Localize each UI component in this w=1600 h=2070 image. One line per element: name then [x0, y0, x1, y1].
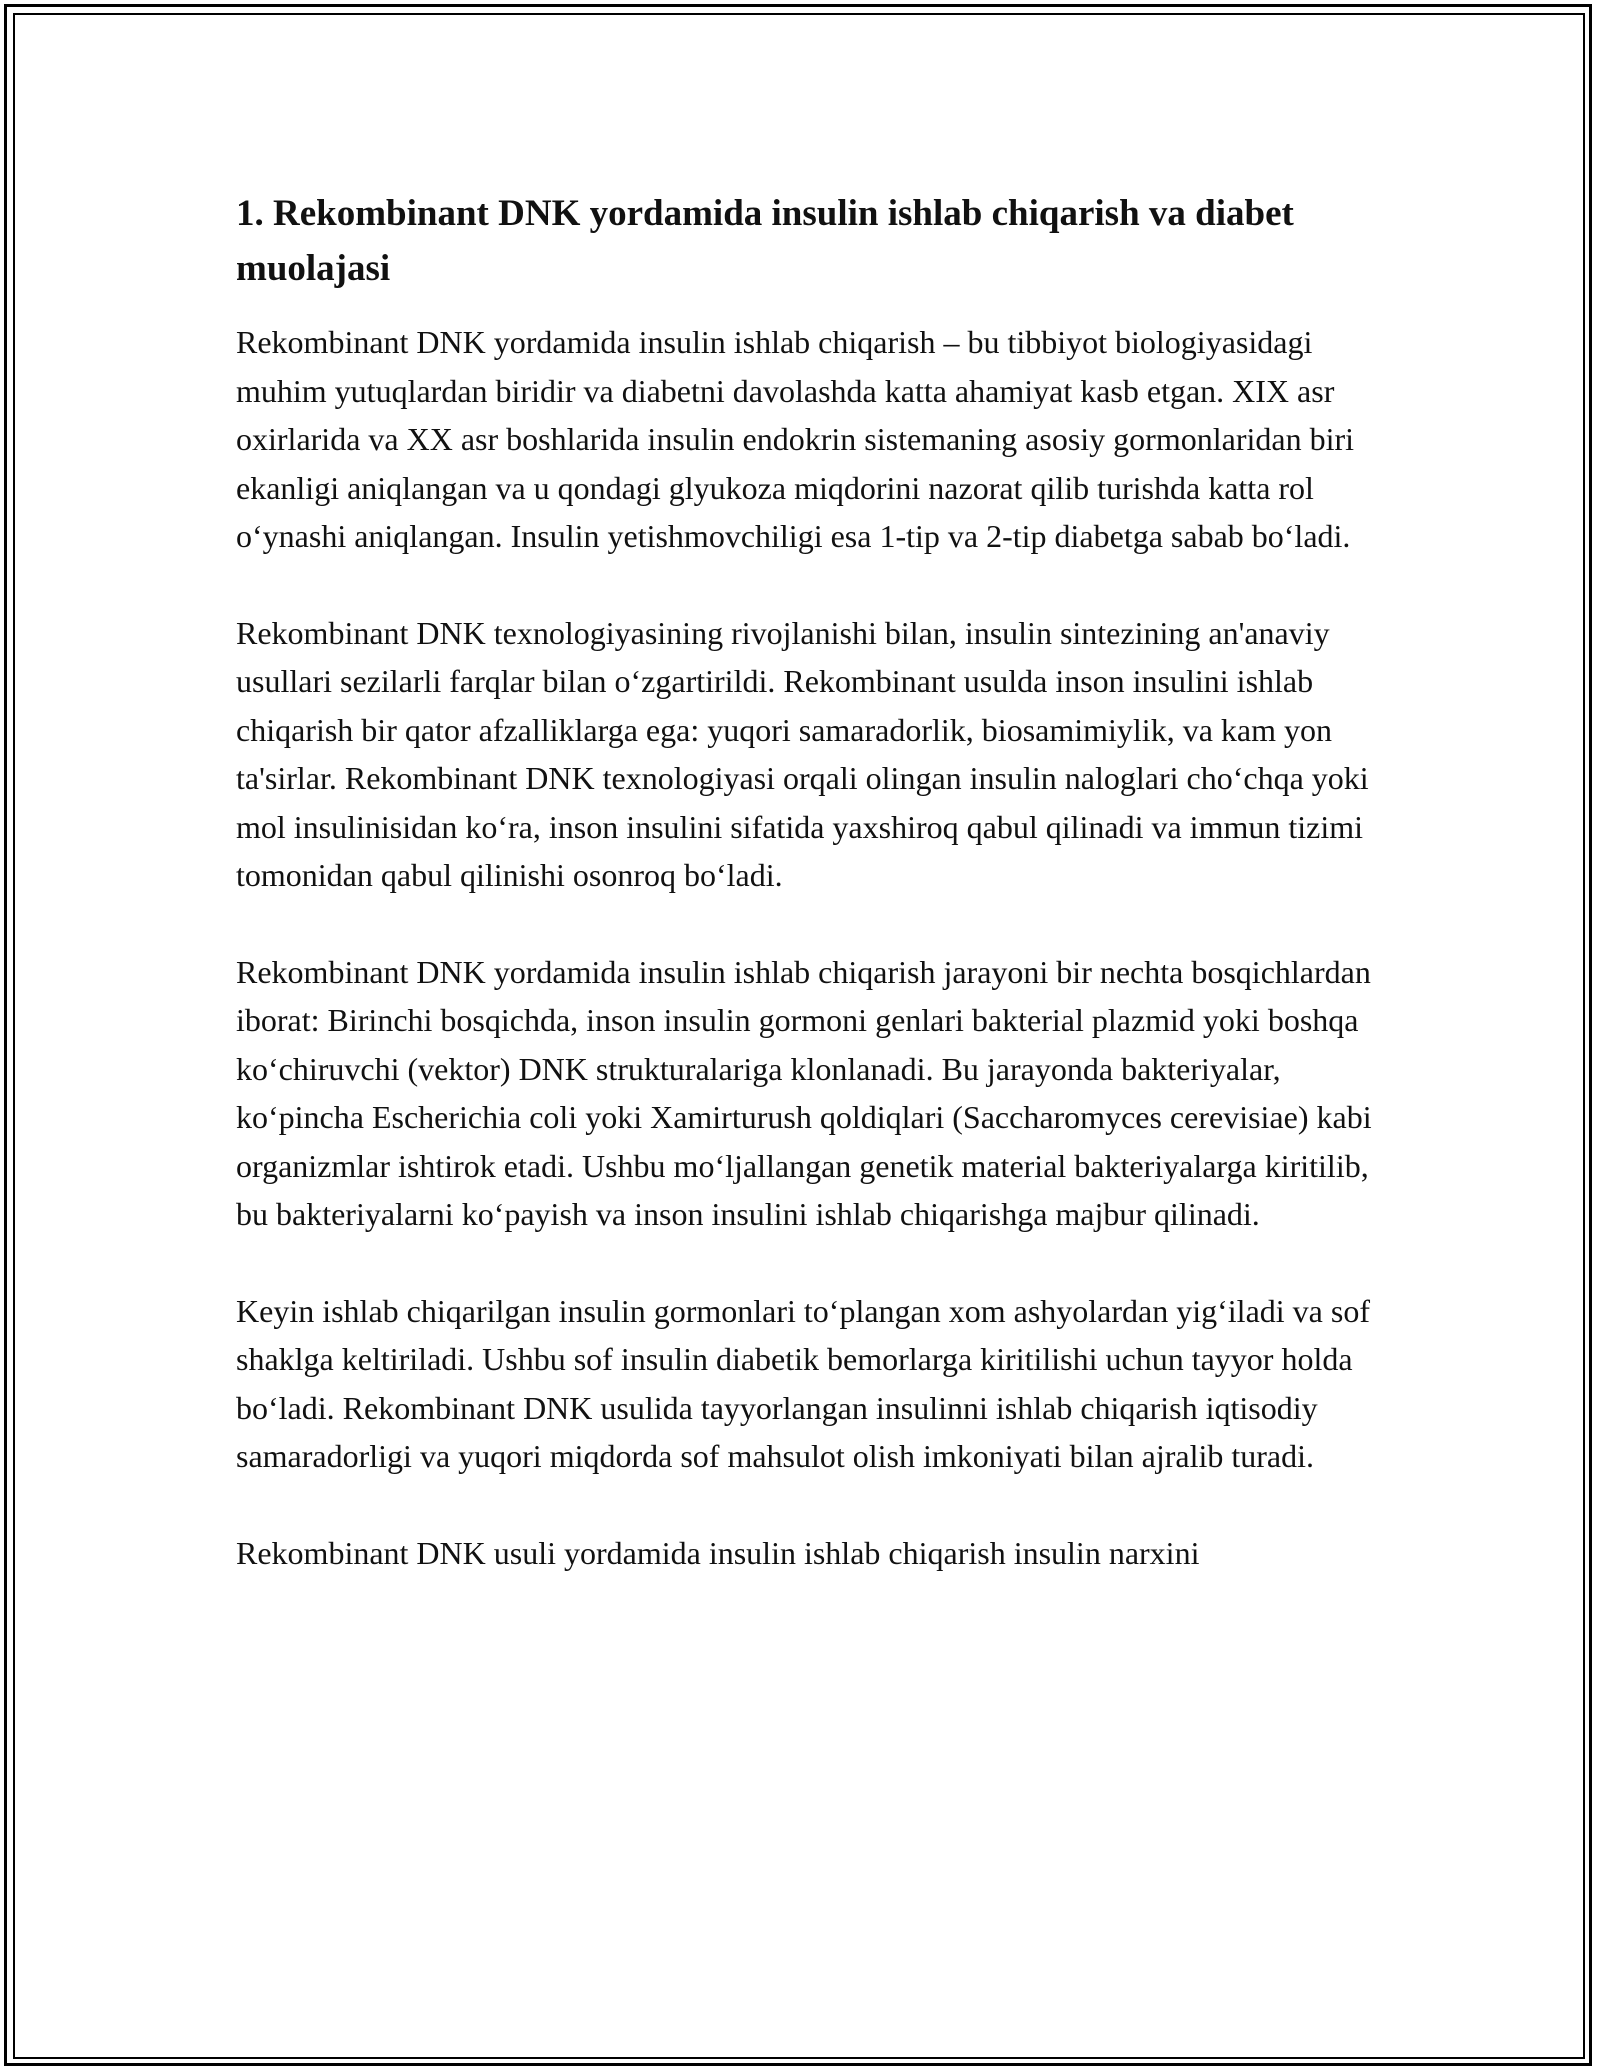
- paragraph-2: Rekombinant DNK texnologiyasining rivojlanishi bilan, insulin sintezining an'anaviy usullari sezilarli farqlar bilan oʻzgartirildi. Rekombinant usulda inson insulini ishlab chiqarish bir qator afzalliklarga ega: yuqori samaradorlik, biosamimiylik, va kam yon ta'sirlar. Rekombinant DNK texnologiyasi orqali olingan insulin naloglari choʻchqa yoki mol insulinisidan koʻra, inson insulini sifatida yaxshiroq qabul qilinadi va immun tizimi tomonidan qabul qilinishi osonroq boʻladi.: [236, 614, 1369, 893]
- paragraph-5: Rekombinant DNK usuli yordamida insulin ishlab chiqarish insulin narxini: [236, 1534, 1200, 1571]
- paragraph-1: Rekombinant DNK yordamida insulin ishlab chiqarish – bu tibbiyot biologiyasidagi muhim yutuqlardan biridir va diabetni davolashda katta ahamiyat kasb etgan. XIX asr oxirlarida va XX asr boshlarida insulin endokrin sistemaning asosiy gormonlaridan biri ekanligi aniqlangan va u qondagi glyukoza miqdorini nazorat qilib turishda katta rol oʻynashi aniqlangan. Insulin yetishmovchiligi esa 1-tip va 2-tip diabetga sabab boʻladi.: [236, 324, 1354, 554]
- section-heading: 1. Rekombinant DNK yordamida insulin ishlab chiqarish va diabet muolajasi: [236, 193, 1294, 289]
- document-body: [236, 186, 1376, 1625]
- paragraph-4: Keyin ishlab chiqarilgan insulin gormonlari toʻplangan xom ashyolardan yigʻiladi va sof shaklga keltiriladi. Ushbu sof insulin diabetik bemorlarga kiritilishi uchun tayyor holda boʻladi. Rekombinant DNK usulida tayyorlangan insulinni ishlab chiqarish iqtisodiy samaradorligi va yuqori miqdorda sof mahsulot olish imkoniyati bilan ajralib turadi.: [236, 1292, 1370, 1474]
- paragraph-3: Rekombinant DNK yordamida insulin ishlab chiqarish jarayoni bir nechta bosqichlardan iborat: Birinchi bosqichda, inson insulin gormoni genlari bakterial plazmid yoki boshqa koʻchiruvchi (vektor) DNK strukturalariga klonlanadi. Bu jarayonda bakteriyalar, koʻpincha Escherichia coli yoki Xamirturush qoldiqlari (Saccharomyces cerevisiae) kabi organizmlar ishtirok etadi. Ushbu moʻljallangan genetik material bakteriyalarga kiritilib, bu bakteriyalarni koʻpayish va inson insulini ishlab chiqarishga majbur qilinadi.: [236, 953, 1372, 1232]
